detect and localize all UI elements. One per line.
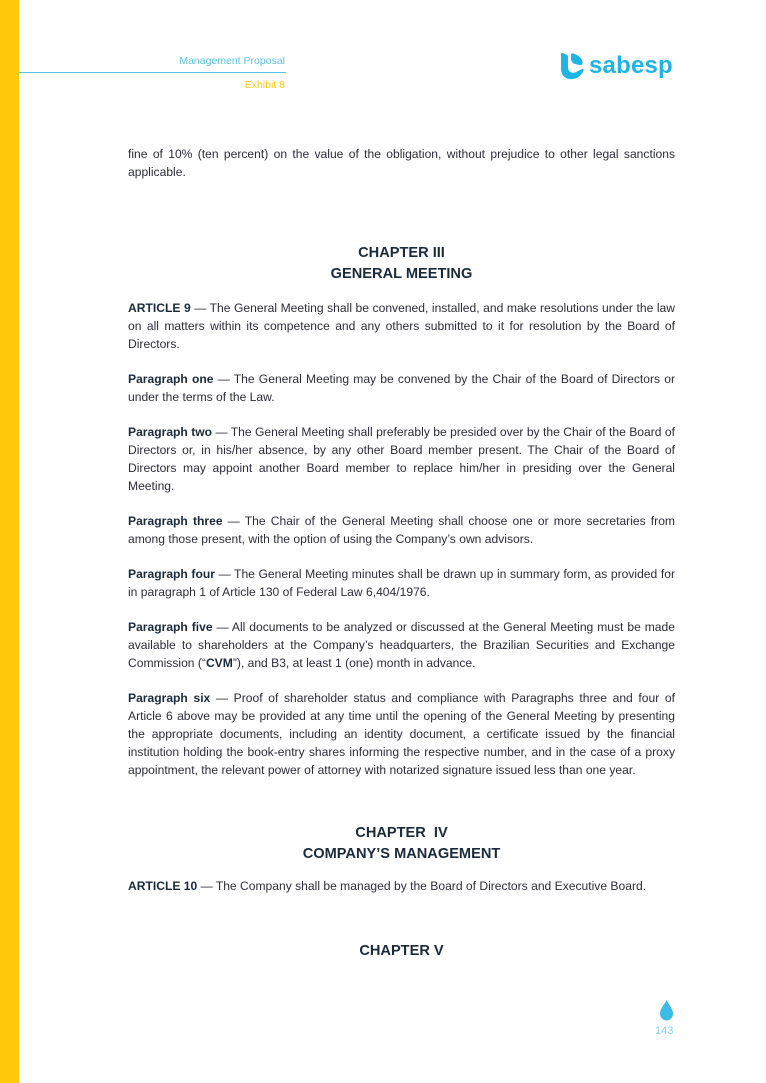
- article-9-label: ARTICLE 9: [128, 301, 191, 315]
- article-9-text: — The General Meeting shall be convened, installed, and make resolutions under the law on all matters within its competence and any others submitted to it for resolution by the Board of Directors.: [128, 301, 675, 351]
- paragraph-six-text: — Proof of shareholder status and compliance with Paragraphs three and four of Article 6 above may be provided at any time until the opening of the General Meeting by presenting the appropriate documents, including an identity document, a certificate issued by the financial institution holding the book-entry shares informing the respective number, and in the case of a proxy appointment, the relevant power of attorney with notarized signature issued less than one year.: [128, 691, 675, 777]
- paragraph-four-text: — The General Meeting minutes shall be drawn up in summary form, as provided for in paragraph 1 of Article 130 of Federal Law 6,404/1976.: [128, 567, 675, 599]
- paragraph-two-text: — The General Meeting shall preferably be presided over by the Chair of the Board of Directors or, in his/her absence, by any other Board member present. The Chair of the Board of Directors may appoint another Board member to replace him/her in presiding over the General Meeting.: [128, 425, 675, 493]
- intro-paragraph: fine of 10% (ten percent) on the value of the obligation, without prejudice to other legal sanctions applicable.: [128, 147, 675, 179]
- paragraph-three: [128, 512, 675, 548]
- paragraph-three-label: Paragraph three: [128, 514, 223, 528]
- sabesp-logo: [558, 50, 673, 82]
- paragraph-five: [128, 618, 675, 672]
- paragraph-five-label: Paragraph five: [128, 620, 213, 634]
- article-10: [128, 877, 675, 895]
- paragraph-one-text: — The General Meeting may be convened by the Chair of the Board of Directors or under the terms of the Law.: [128, 372, 675, 404]
- article-10-label: ARTICLE 10: [128, 879, 198, 893]
- cvm-abbreviation: CVM: [205, 656, 233, 670]
- header-title: Management Proposal: [179, 55, 285, 67]
- logo-text: sabesp: [589, 52, 673, 79]
- chapter-5-title: CHAPTER V: [359, 943, 444, 959]
- header-subtitle: Exhibit 8: [244, 79, 285, 91]
- header-rule: [19, 72, 286, 73]
- paragraph-one: [128, 370, 675, 406]
- chapter-3-subtitle: GENERAL MEETING: [330, 266, 473, 282]
- chapter-4-title: CHAPTER IV: [355, 825, 448, 841]
- page-number: 143: [655, 1025, 674, 1037]
- chapter-3-title: CHAPTER III: [358, 245, 445, 261]
- paragraph-four-label: Paragraph four: [128, 567, 215, 581]
- paragraph-six: [128, 689, 675, 779]
- chapter-4-subtitle: COMPANY’S MANAGEMENT: [302, 846, 501, 862]
- paragraph-six-label: Paragraph six: [128, 691, 211, 705]
- paragraph-two-label: Paragraph two: [128, 425, 213, 439]
- document-body: [128, 145, 675, 962]
- water-drop-icon: [659, 1000, 674, 1021]
- article-9: [128, 299, 675, 353]
- paragraph-two: [128, 423, 675, 495]
- paragraph-one-label: Paragraph one: [128, 372, 214, 386]
- paragraph-three-text: — The Chair of the General Meeting shall choose one or more secretaries from among those present, with the option of using the Company’s own advisors.: [128, 514, 675, 546]
- paragraph-four: [128, 565, 675, 601]
- paragraph-five-text-a: — All documents to be analyzed or discussed at the General Meeting must be made available to shareholders at the Company’s headquarters, the Brazilian Securities and Exchange Commission (“: [128, 620, 675, 670]
- paragraph-five-text-b: ”), and B3, at least 1 (one) month in advance.: [232, 656, 476, 670]
- article-10-text: — The Company shall be managed by the Board of Directors and Executive Board.: [197, 879, 647, 893]
- yellow-sidebar: [0, 0, 19, 1083]
- sabesp-logo-icon: [558, 52, 584, 80]
